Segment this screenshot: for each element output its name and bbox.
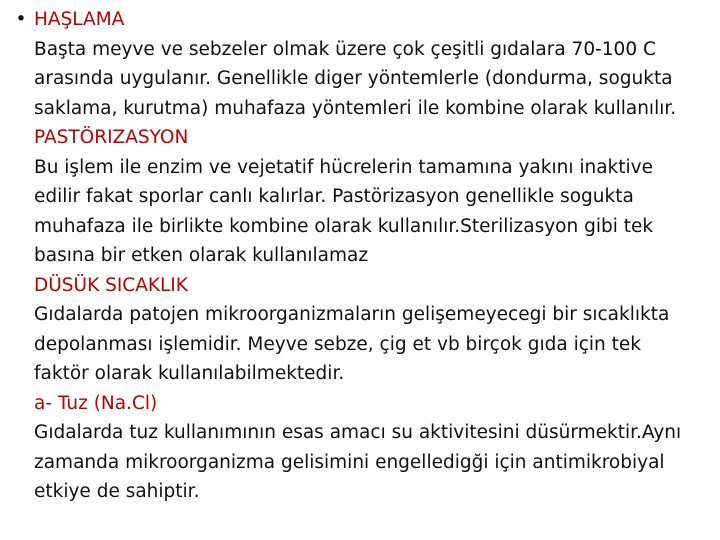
section-heading-pastorizasyon: PASTÖRIZASYON (34, 127, 189, 148)
body-line: depolanması işlemidir. Meyve sebze, çig et vb birçok gıda için tek (34, 333, 641, 355)
section-heading-dusuk-sicaklik: DÜSÜK SICAKLIK (34, 274, 188, 296)
body-line: Başta meyve ve sebzeler olmak üzere çok çeşitli gıdalara 70-100 C (34, 38, 656, 60)
body-line: etkiye de sahiptir. (34, 481, 200, 502)
section-heading-tuz: a- Tuz (Na.Cl) (34, 392, 158, 414)
body-line: Gıdalarda patojen mikroorganizmaların gelişemeyecegi bir sıcaklıkta (34, 304, 670, 325)
body-line: Gıdalarda tuz kullanımının esas amacı su aktivitesini düsürmektir.Aynı (34, 422, 682, 443)
body-line: muhafaza ile birlikte kombine olarak kullanılır.Sterilizasyon gibi tek (34, 215, 654, 237)
body-line: arasında uygulanır. Genellikle diger yöntemlerle (dondurma, sogukta (34, 68, 673, 89)
body-line: saklama, kurutma) muhafaza yöntemleri ile kombine olarak kullanılır. (34, 97, 677, 119)
section-heading-haslama: HAŞLAMA (34, 9, 125, 30)
body-line: Bu işlem ile enzim ve vejetatif hücrelerin tamamına yakını inaktive (34, 156, 653, 178)
bullet-icon: • (15, 9, 27, 30)
body-line: basına bir etken olarak kullanılamaz (34, 245, 369, 266)
body-line: edilir fakat sporlar canlı kalırlar. Pastörizasyon genellikle sogukta (34, 186, 634, 207)
slide-content (34, 5, 716, 507)
body-line: faktör olarak kullanılabilmektedir. (34, 363, 345, 384)
body-line: zamanda mikroorganizma gelisimini engelledigği için antimikrobiyal (34, 451, 665, 473)
